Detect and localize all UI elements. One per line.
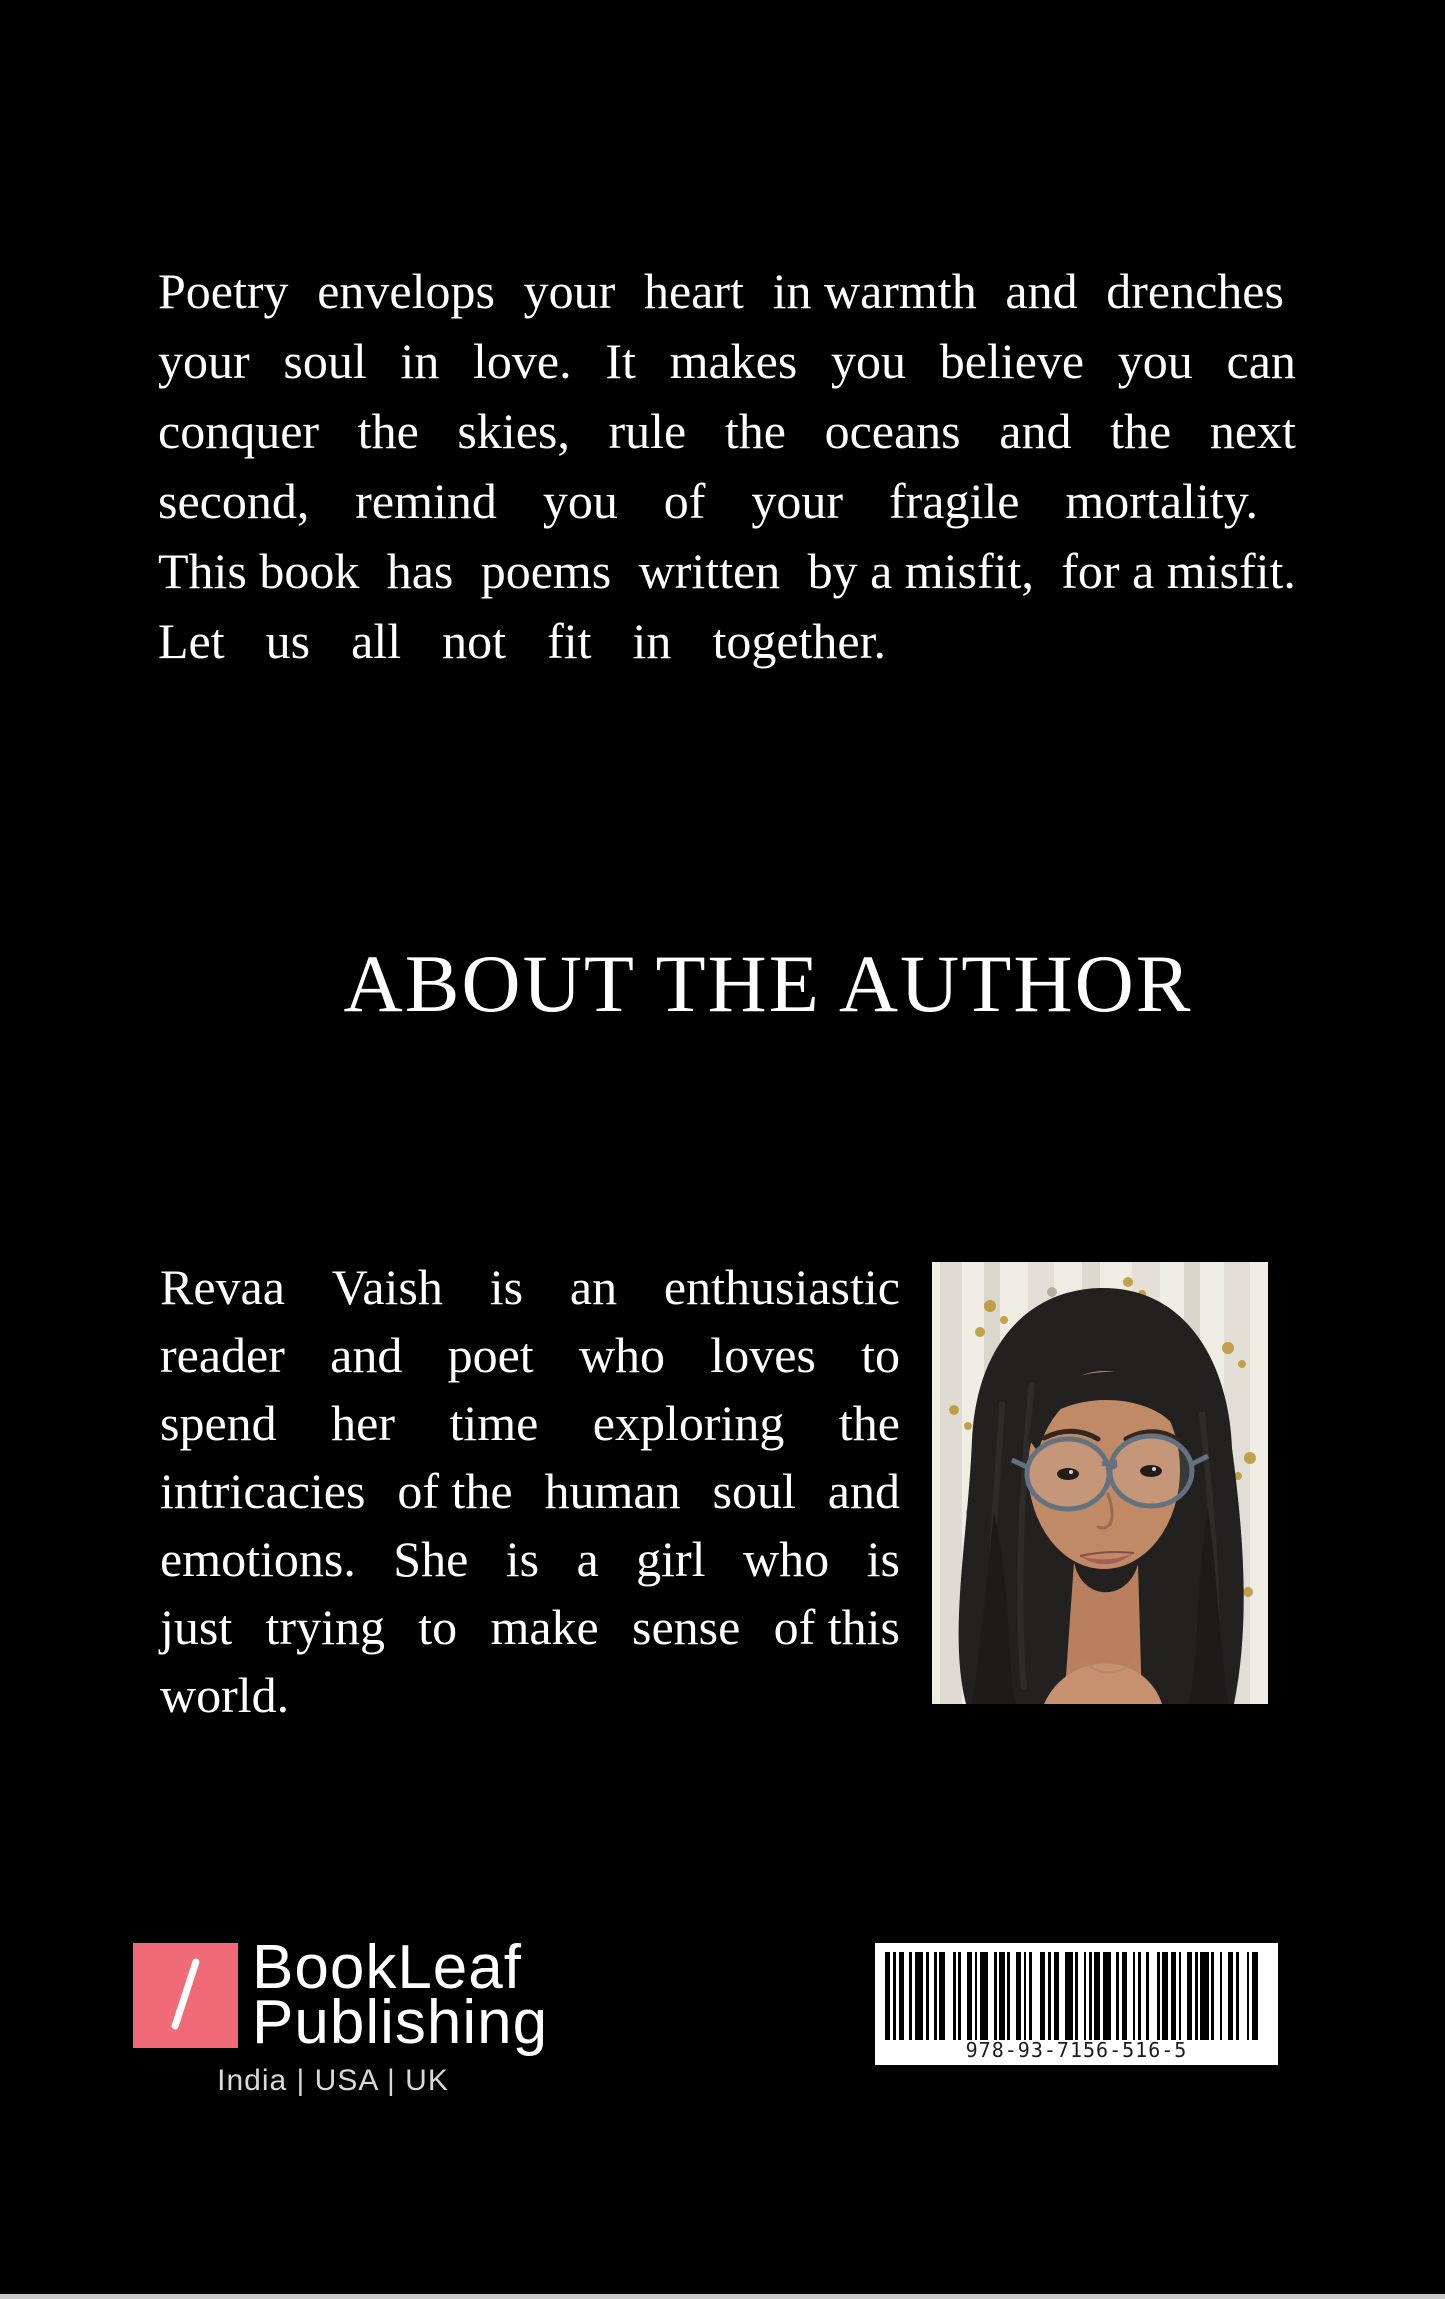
publisher-regions: India | USA | UK [217, 2064, 449, 2097]
author-bio-paragraph [160, 1253, 900, 1729]
text-line: world. [160, 1667, 290, 1723]
publisher-name-line1: BookLeaf [252, 1933, 522, 2002]
text-line: reader and poet who loves to [160, 1327, 900, 1383]
blurb-paragraph [158, 256, 1296, 676]
text-line: second, remind you of your fragile mortality. [158, 473, 1258, 529]
text-line: Revaa Vaish is an enthusiastic [160, 1259, 900, 1315]
barcode-bars [885, 1952, 1261, 2040]
author-photo-illustration [932, 1262, 1268, 1704]
text-line: conquer the skies, rule the oceans and the next [158, 403, 1296, 459]
page-bottom-edge-line [0, 2294, 1445, 2299]
text-line: your soul in love. It makes you believe you can [158, 333, 1296, 389]
text-line: This book has poems written by a misfit, for a misfit. [158, 543, 1296, 599]
about-the-author-heading: ABOUT THE AUTHOR [343, 938, 1193, 1029]
isbn-text: 978-93-7156-516-5 [965, 2038, 1188, 2062]
text-line: just trying to make sense of this [160, 1599, 900, 1655]
text-line: Poetry envelops your heart in warmth and drenches [158, 263, 1284, 319]
slash-icon [171, 1958, 201, 2031]
publisher-name-line2: Publishing [252, 1988, 549, 2057]
text-line: intricacies of the human soul and [160, 1463, 900, 1519]
publisher-name [252, 1933, 672, 2057]
author-photo [932, 1262, 1268, 1704]
isbn-barcode [875, 1943, 1278, 2065]
text-line: spend her time exploring the [160, 1395, 900, 1451]
text-line: Let us all not fit in together. [158, 613, 886, 669]
text-line: emotions. She is a girl who is [160, 1531, 900, 1587]
bookleaf-logo-square [133, 1943, 238, 2048]
